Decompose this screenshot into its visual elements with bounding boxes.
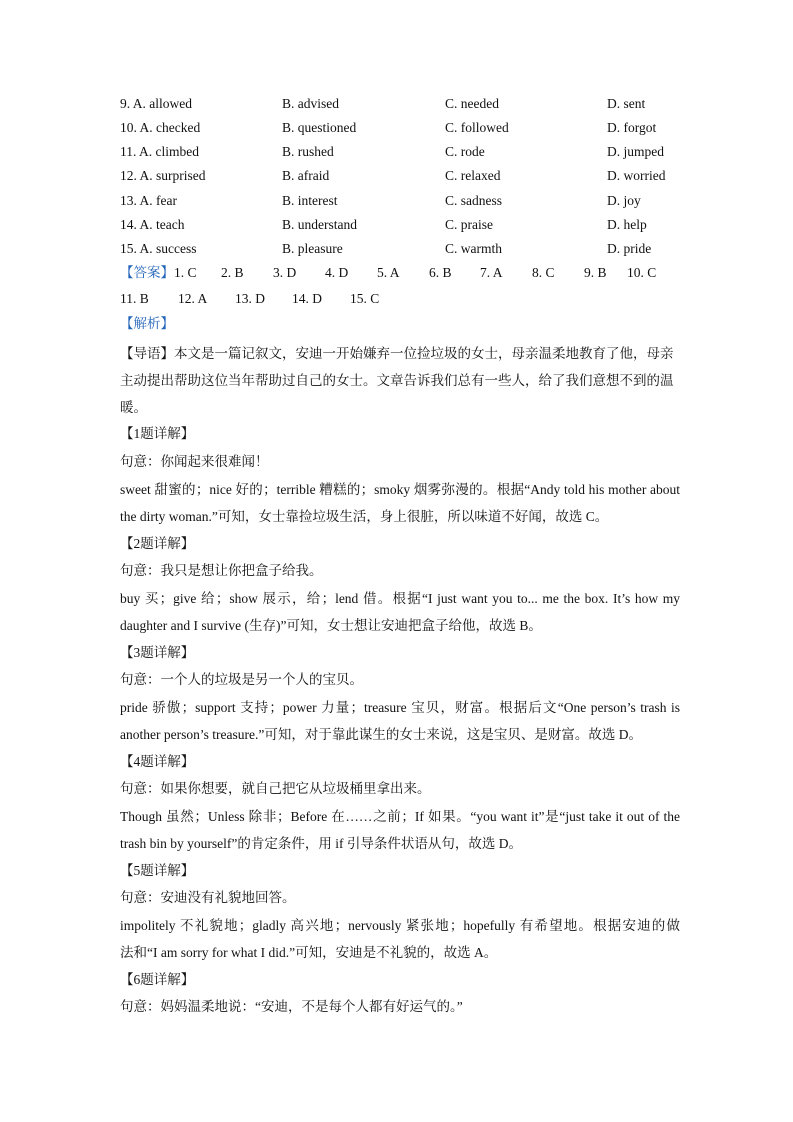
- option-c: C. needed: [445, 96, 499, 111]
- answer-item: 12. A: [178, 291, 208, 306]
- answer-item: 15. C: [350, 291, 380, 306]
- option-d: D. pride: [607, 241, 652, 256]
- answer-item: 14. D: [292, 291, 322, 306]
- answer-item: 9. B: [584, 265, 607, 280]
- option-d: D. jumped: [607, 144, 664, 159]
- option-a: 9. A. allowed: [120, 96, 192, 111]
- option-c: C. followed: [445, 120, 509, 135]
- q2-explanation-line-2: daughter and I survive (生存)”可知，女士想让安迪把盒子给他，故选 B。: [120, 618, 542, 633]
- option-b: B. afraid: [282, 168, 330, 183]
- option-c: C. praise: [445, 217, 493, 232]
- answer-item: 5. A: [377, 265, 400, 280]
- option-c: C. rode: [445, 144, 485, 159]
- q5-heading: 【5题详解】: [120, 863, 195, 878]
- intro-paragraph: 【导语】本文是一篇记叙文，安迪一开始嫌弃一位捡垃圾的女士，母亲温柔地教育了他，母亲主动提出帮助这位当年帮助过自己的女士。文章告诉我们总有一些人，给了我们意想不到的温暖。: [120, 346, 674, 415]
- q4-meaning: 句意：如果你想要，就自己把它从垃圾桶里拿出来。: [120, 781, 431, 796]
- analysis-label: 【解析】: [120, 316, 174, 331]
- answer-item: 11. B: [120, 291, 149, 306]
- q1-meaning: 句意：你闻起来很难闻！: [120, 454, 269, 469]
- answer-item: 7. A: [480, 265, 503, 280]
- q3-heading: 【3题详解】: [120, 645, 195, 660]
- answer-key-line-2: [120, 288, 379, 310]
- option-d: D. forgot: [607, 120, 657, 135]
- q4-explanation-line-1: Though 虽然；Unless 除非；Before 在……之前；If 如果。“you want it”是“just take it out of the: [120, 809, 680, 824]
- option-b: B. interest: [282, 193, 338, 208]
- option-d: D. worried: [607, 168, 666, 183]
- q4-explanation-line-2: trash bin by yourself”的肯定条件，用 if 引导条件状语从句，故选 D。: [120, 836, 522, 851]
- option-d: D. joy: [607, 193, 641, 208]
- option-d: D. help: [607, 217, 647, 232]
- q2-heading: 【2题详解】: [120, 536, 195, 551]
- option-b: B. pleasure: [282, 241, 343, 256]
- q5-meaning: 句意：安迪没有礼貌地回答。: [120, 890, 296, 905]
- option-a: 10. A. checked: [120, 120, 201, 135]
- option-c: C. warmth: [445, 241, 502, 256]
- option-b: B. advised: [282, 96, 339, 111]
- option-b: B. questioned: [282, 120, 357, 135]
- q2-explanation-line-1: buy 买；give 给；show 展示，给；lend 借。根据“I just want you to... me the box. It’s how my: [120, 591, 680, 606]
- option-a: 15. A. success: [120, 241, 197, 256]
- option-b: B. rushed: [282, 144, 334, 159]
- answer-item: 1. C: [174, 265, 197, 280]
- q6-heading: 【6题详解】: [120, 972, 195, 987]
- q1-explanation-line-2: the dirty woman.”可知，女士靠捡垃圾生活，身上很脏，所以味道不好闻，故选 C。: [120, 509, 609, 524]
- answer-key-line-1: [120, 262, 656, 284]
- option-a: 13. A. fear: [120, 193, 177, 208]
- option-a: 14. A. teach: [120, 217, 185, 232]
- option-a: 11. A. climbed: [120, 144, 199, 159]
- q4-heading: 【4题详解】: [120, 754, 195, 769]
- option-b: B. understand: [282, 217, 357, 232]
- answer-item: 13. D: [235, 291, 265, 306]
- option-c: C. sadness: [445, 193, 502, 208]
- answer-item: 8. C: [532, 265, 555, 280]
- q1-heading: 【1题详解】: [120, 426, 195, 441]
- q6-meaning: 句意：妈妈温柔地说：“安迪，不是每个人都有好运气的。”: [120, 999, 463, 1014]
- answer-item: 4. D: [325, 265, 349, 280]
- option-d: D. sent: [607, 96, 646, 111]
- q5-explanation-line-1: impolitely 不礼貌地；gladly 高兴地；nervously 紧张地；hopefully 有希望地。根据安迪的做: [120, 918, 680, 933]
- q3-meaning: 句意：一个人的垃圾是另一个人的宝贝。: [120, 672, 363, 687]
- q3-explanation-line-1: pride 骄傲；support 支持；power 力量；treasure 宝贝，财富。根据后文“One person’s trash is: [120, 700, 680, 715]
- option-c: C. relaxed: [445, 168, 501, 183]
- answer-item: 6. B: [429, 265, 452, 280]
- q1-explanation-line-1: sweet 甜蜜的；nice 好的；terrible 糟糕的；smoky 烟雾弥漫的。根据“Andy told his mother about: [120, 482, 680, 497]
- answer-item: 10. C: [627, 265, 657, 280]
- q3-explanation-line-2: another person’s treasure.”可知，对于靠此谋生的女士来说，这是宝贝、是财富。故选 D。: [120, 727, 642, 742]
- answer-item: 2. B: [221, 265, 244, 280]
- option-a: 12. A. surprised: [120, 168, 206, 183]
- q2-meaning: 句意：我只是想让你把盒子给我。: [120, 563, 323, 578]
- q5-explanation-line-2: 法和“I am sorry for what I did.”可知，安迪是不礼貌的，故选 A。: [120, 945, 498, 960]
- answer-label: 【答案】: [120, 265, 174, 280]
- answer-item: 3. D: [273, 265, 297, 280]
